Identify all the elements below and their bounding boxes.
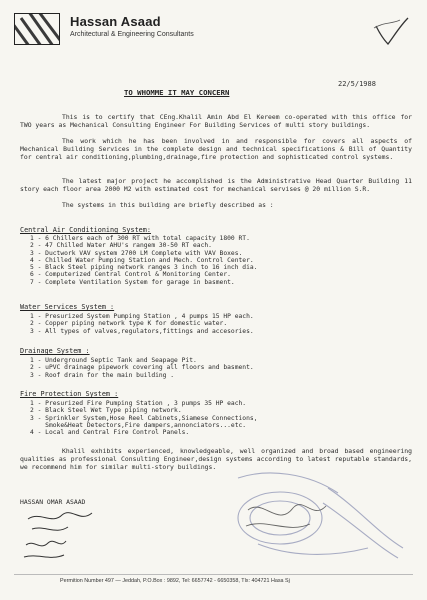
letter-title: TO WHOMME IT MAY CONCERN [124, 88, 230, 97]
handwritten-signature-icon [20, 505, 110, 565]
ink-stamp-icon [218, 448, 418, 568]
list-item: 1 - 6 Chillers each of 300 RT with total capacity 1800 RT. [30, 235, 250, 242]
list-item: 4 - Chilled Water Pumping Station and Mech. Control Center. [30, 256, 254, 264]
list-item: 1 - Underground Septic Tank and Seapage Pit. [30, 357, 197, 364]
section-heading-fire-protection: Fire Protection System : [20, 390, 119, 398]
list-item: 2 - Black Steel Wet Type piping network. [30, 407, 182, 415]
list-item: 2 - 47 Chilled Water AHU's rangem 30-50 RT each. [30, 242, 212, 250]
list-item: 2 - uPVC drainage pipework covering all floors and basment. [30, 364, 254, 372]
list-item: 3 - Ductwork VAV system 2700 LM Complete with VAV Boxes. [30, 249, 243, 257]
list-item: 6 - Computerized Central Control & Monitoring Center. [30, 271, 231, 279]
intro-paragraph-3: The latest major project he accomplished is the Administrative Head Quarter Building 11 story each floor area 2000 M2 with estimated cost for mechanical servises @ 20 million S.R. [20, 177, 412, 193]
footer-divider [14, 574, 413, 575]
list-item: 7 - Complete Ventilation System for garage in basment. [30, 278, 235, 286]
closing-paragraph: Khalil exhibits experienced, knowledgeable, well organized and broad based engineering qualities as professional Consulting Engineer,design systems according to latest reputable standards, we recommend him for similar multi-story buildings. [20, 447, 412, 471]
section-heading-water-services: Water Services System : [20, 303, 115, 311]
list-item: 1 - Presurized Fire Pumping Station , 3 pumps 35 HP each. [30, 400, 247, 407]
list-item: Smoke&Heat Detectors,Fire dampers,annonciators...etc. [30, 421, 247, 429]
intro-paragraph-1: This is to certify that CEng.Khalil Amin Abd El Kereem co-operated with this office for TWO years as Mechanical Consulting Engineer For Building Services of multi story buildings. [20, 113, 412, 129]
list-item: 2 - Copper piping network type K for domestic water. [30, 320, 228, 328]
list-item: 5 - Black Steel piping network ranges 3 inch to 16 inch dia. [30, 264, 258, 272]
list-item: 3 - Roof drain for the main building . [30, 371, 175, 379]
list-item: 3 - Sprinkler System,Hose Reel Cabinets,Siamese Connections, [30, 414, 258, 422]
list-item: 1 - Presurized System Pumping Station , 4 pumps 15 HP each. [30, 313, 254, 320]
intro-paragraph-2: The work which he has been involved in and responsible for covers all aspects of Mechanical Building Services in the complete design and technical specifications & Bill of Quantity for central air conditioning,plumbing,drainage,fire protection and sophisticated control systems. [20, 137, 412, 161]
section-heading-air-conditioning: Central Air Conditioning System: [20, 226, 151, 234]
list-item: 4 - Local and Central Fire Control Panels. [30, 429, 190, 437]
intro-paragraph-4: The systems in this building are briefly described as : [62, 201, 274, 209]
letter-date: 22/5/1988 [338, 80, 376, 88]
air-conditioning-list [30, 235, 410, 286]
company-name: Hassan Asaad [70, 14, 161, 29]
fire-protection-list [30, 400, 410, 436]
drainage-list [30, 357, 410, 379]
company-logo-icon [14, 13, 60, 45]
company-tagline: Architectural & Engineering Consultants [70, 31, 194, 38]
section-heading-drainage: Drainage System : [20, 347, 90, 355]
list-item: 3 - All types of valves,regulators,fittings and accesories. [30, 327, 254, 335]
handwritten-mark-icon [370, 14, 412, 50]
signatory-name: HASSAN OMAR ASAAD [20, 498, 86, 506]
letterhead-footer: Permition Number 497 — Jeddah, P.O.Box : 9892, Tel: 6657742 - 6650358, Tlx: 404721 Hasa Sj [60, 578, 290, 584]
water-services-list [30, 313, 410, 335]
